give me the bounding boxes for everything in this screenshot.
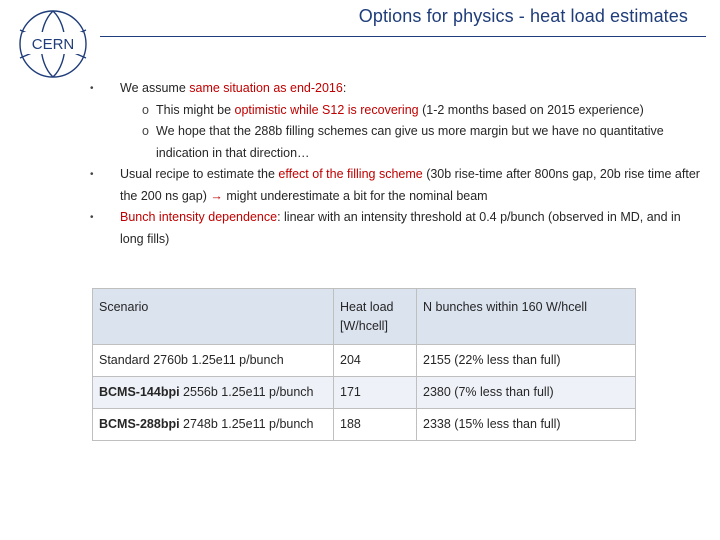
n-bunches-cell: 2380 (7% less than full) [417, 377, 636, 409]
bullet-text: Usual recipe to estimate the [120, 167, 279, 181]
scenario-name: Standard [99, 353, 150, 367]
page-title: Options for physics - heat load estimates [358, 6, 688, 26]
logo-text: CERN [31, 36, 75, 53]
highlight-text: optimistic while S12 is recovering [234, 102, 419, 117]
scenario-name: BCMS-288bpi [99, 417, 180, 431]
scenario-table [92, 288, 636, 441]
table-row [93, 377, 636, 409]
bullet-text: We assume [120, 81, 190, 95]
table-row [93, 345, 636, 377]
bullet-marker: o [142, 124, 149, 138]
header-heat-load: Heat load [W/hcell] [334, 289, 417, 345]
header-scenario: Scenario [93, 289, 334, 345]
cern-logo [14, 6, 92, 82]
title-divider [100, 36, 706, 37]
arrow-icon: → [210, 188, 223, 203]
bullet-item [88, 207, 700, 250]
highlight-text: Bunch intensity dependence [120, 210, 278, 224]
bullet-text: might underestimate a bit for the nominal beam [222, 188, 488, 203]
bullet-marker: • [90, 169, 94, 180]
bullet-text: : linear with an intensity threshold at 0.4 p/bunch (observed in MD, and in long fills) [120, 210, 681, 246]
bullet-item [88, 78, 700, 100]
bullet-text: This might be [156, 102, 235, 117]
bullet-text: We hope that the 288b filling schemes can give us more margin but we have no quantitative indication in that direction… [156, 124, 664, 160]
bullet-text: (1-2 months based on 2015 experience) [418, 102, 644, 117]
heat-load-cell: 171 [334, 377, 417, 409]
bullet-marker: • [90, 83, 94, 94]
highlight-text: effect of the filling scheme [278, 167, 423, 181]
heat-load-cell: 188 [334, 409, 417, 441]
bullet-marker: o [142, 102, 149, 117]
n-bunches-cell: 2155 (22% less than full) [417, 345, 636, 377]
header-n-bunches: N bunches within 160 W/hcell [417, 289, 636, 345]
scenario-details: 2760b 1.25e11 p/bunch [149, 353, 284, 367]
bullet-marker: • [90, 212, 94, 223]
bullet-text: (30b rise-time after 800ns gap, 20b rise time after the 200 ns gap) [120, 167, 700, 203]
sub-bullet-item [88, 100, 700, 122]
scenario-cell [93, 377, 334, 409]
scenario-cell [93, 345, 334, 377]
scenario-name: BCMS-144bpi [99, 385, 180, 399]
highlight-text: same situation as end-2016 [189, 81, 343, 95]
sub-bullet-item [88, 121, 700, 164]
table-row [93, 409, 636, 441]
n-bunches-cell: 2338 (15% less than full) [417, 409, 636, 441]
bullet-list [88, 78, 700, 250]
table-header-row [93, 289, 636, 345]
bullet-text: : [342, 81, 347, 95]
bullet-item [88, 164, 700, 207]
heat-load-cell: 204 [334, 345, 417, 377]
scenario-details: 2748b 1.25e11 p/bunch [179, 417, 314, 431]
scenario-cell [93, 409, 334, 441]
scenario-details: 2556b 1.25e11 p/bunch [179, 385, 314, 399]
